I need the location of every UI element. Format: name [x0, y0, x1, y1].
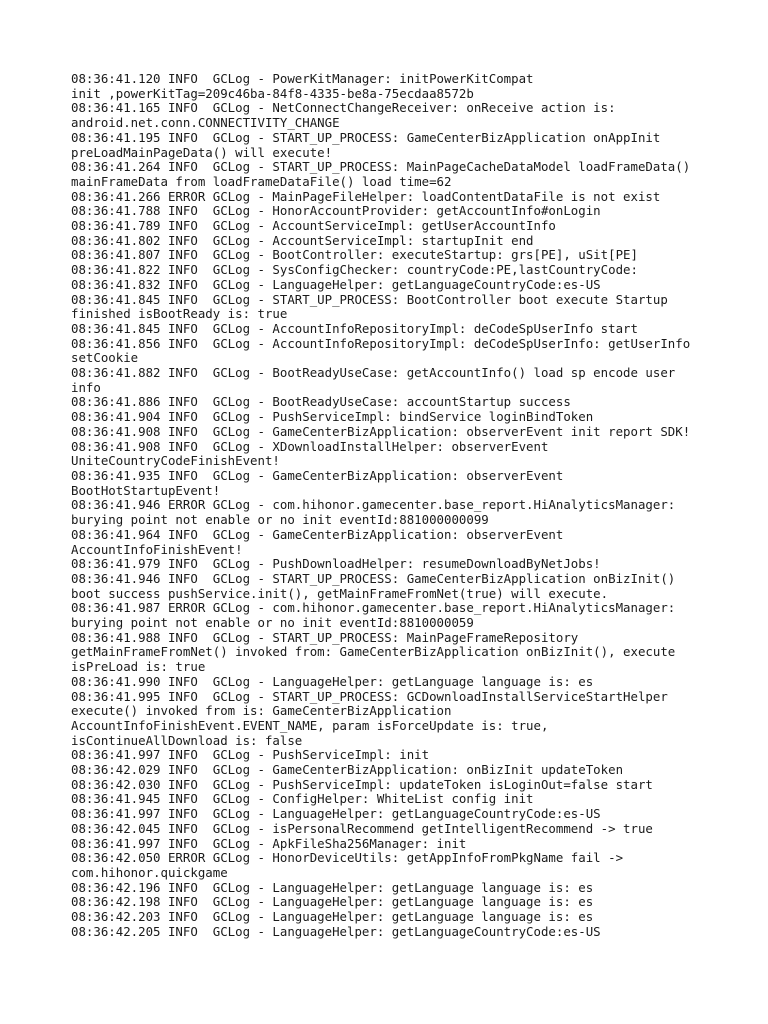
- log-line: 08:36:41.997 INFO GCLog - ApkFileSha256Manager: init: [71, 835, 467, 851]
- log-line: 08:36:41.886 INFO GCLog - BootReadyUseCase: accountStartup success: [71, 394, 571, 410]
- log-line: 08:36:41.120 INFO GCLog - PowerKitManager: initPowerKitCompat init ,powerKitTag=209c46ba-84f8-4335-be8a-75ecdaa8572b: [71, 71, 534, 101]
- log-line: 08:36:42.045 INFO GCLog - isPersonalRecommend getIntelligentRecommend -> true: [71, 820, 653, 836]
- log-line: 08:36:42.196 INFO GCLog - LanguageHelper: getLanguage language is: es: [71, 879, 594, 895]
- log-line: 08:36:41.802 INFO GCLog - AccountServiceImpl: startupInit end: [71, 232, 534, 248]
- log-line: 08:36:41.856 INFO GCLog - AccountInfoRepositoryImpl: deCodeSpUserInfo: getUserInfo setCookie: [71, 335, 691, 366]
- log-line: 08:36:42.029 INFO GCLog - GameCenterBizApplication: onBizInit updateToken: [71, 762, 624, 778]
- log-line: 08:36:42.203 INFO GCLog - LanguageHelper: getLanguage language is: es: [71, 909, 594, 925]
- log-line: 08:36:41.964 INFO GCLog - GameCenterBizApplication: observerEvent AccountInfoFinishEvent!: [71, 526, 564, 557]
- log-text: [71, 72, 731, 939]
- log-line: 08:36:41.807 INFO GCLog - BootController: executeStartup: grs[PE], uSit[PE]: [71, 247, 638, 263]
- log-line: 08:36:41.832 INFO GCLog - LanguageHelper: getLanguageCountryCode:es-US: [71, 276, 601, 292]
- log-line: 08:36:41.946 ERROR GCLog - com.hihonor.gamecenter.base_report.HiAnalyticsManager: burying point not enable or no init eventId:881000000099: [71, 497, 676, 528]
- log-line: 08:36:41.997 INFO GCLog - LanguageHelper: getLanguageCountryCode:es-US: [71, 806, 601, 822]
- log-line: 08:36:42.050 ERROR GCLog - HonorDeviceUtils: getAppInfoFromPkgName fail -> com.hihonor.quickgame: [71, 850, 624, 880]
- log-line: 08:36:41.979 INFO GCLog - PushDownloadHelper: resumeDownloadByNetJobs!: [71, 556, 601, 572]
- log-line: 08:36:41.908 INFO GCLog - XDownloadInstallHelper: observerEvent UniteCountryCodeFinishEvent!: [71, 438, 549, 469]
- log-line: 08:36:41.945 INFO GCLog - ConfigHelper: WhiteList config init: [71, 791, 534, 807]
- log-line: 08:36:41.789 INFO GCLog - AccountServiceImpl: getUserAccountInfo: [71, 218, 556, 234]
- log-line: 08:36:41.987 ERROR GCLog - com.hihonor.gamecenter.base_report.HiAnalyticsManager: burying point not enable or no init eventId:8810000059: [71, 600, 676, 631]
- log-line: 08:36:41.266 ERROR GCLog - MainPageFileHelper: loadContentDataFile is not exist: [71, 188, 661, 204]
- log-line: 08:36:41.997 INFO GCLog - PushServiceImpl: init: [71, 747, 430, 763]
- log-line: 08:36:41.845 INFO GCLog - START_UP_PROCESS: BootController boot execute Startup finished isBootReady is: true: [71, 291, 668, 322]
- log-line: 08:36:41.165 INFO GCLog - NetConnectChangeReceiver: onReceive action is: android.net.conn.CONNECTIVITY_CHANGE: [71, 100, 616, 131]
- log-line: 08:36:41.264 INFO GCLog - START_UP_PROCESS: MainPageCacheDataModel loadFrameData() mainFrameData from loadFrameDataFile() load time=62: [71, 159, 691, 189]
- log-line: 08:36:41.988 INFO GCLog - START_UP_PROCESS: MainPageFrameRepository getMainFrameFromNet() invoked from: GameCenterBizApplication onBizInit(), execute isPreLoad is: true: [71, 629, 676, 675]
- log-line: 08:36:41.904 INFO GCLog - PushServiceImpl: bindService loginBindToken: [71, 409, 594, 425]
- log-line: 08:36:41.882 INFO GCLog - BootReadyUseCase: getAccountInfo() load sp encode user info: [71, 365, 676, 395]
- log-line: 08:36:42.198 INFO GCLog - LanguageHelper: getLanguage language is: es: [71, 894, 594, 910]
- log-line: 08:36:41.946 INFO GCLog - START_UP_PROCESS: GameCenterBizApplication onBizInit() boot success pushService.init(), getMainFrameFromNet(true) will execute.: [71, 570, 676, 601]
- log-line: 08:36:41.195 INFO GCLog - START_UP_PROCESS: GameCenterBizApplication onAppInit preLoadMainPageData() will execute!: [71, 129, 661, 160]
- log-line: 08:36:41.995 INFO GCLog - START_UP_PROCESS: GCDownloadInstallServiceStartHelper execute() invoked from is: GameCenterBizApplication AccountInfoFinishEvent.EVENT_NAME, param isForceUpdate is: true, isContinueAllDownload is: false: [71, 688, 668, 748]
- log-line: 08:36:41.788 INFO GCLog - HonorAccountProvider: getAccountInfo#onLogin: [71, 203, 601, 219]
- log-line: 08:36:41.990 INFO GCLog - LanguageHelper: getLanguage language is: es: [71, 673, 594, 689]
- log-line: 08:36:42.030 INFO GCLog - PushServiceImpl: updateToken isLoginOut=false start: [71, 776, 653, 792]
- log-line: 08:36:41.908 INFO GCLog - GameCenterBizApplication: observerEvent init report SDK!: [71, 423, 691, 439]
- log-line: 08:36:41.845 INFO GCLog - AccountInfoRepositoryImpl: deCodeSpUserInfo start: [71, 320, 638, 336]
- log-line: 08:36:41.822 INFO GCLog - SysConfigChecker: countryCode:PE,lastCountryCode:: [71, 262, 638, 278]
- log-line: 08:36:41.935 INFO GCLog - GameCenterBizApplication: observerEvent BootHotStartupEvent!: [71, 467, 564, 498]
- log-line: 08:36:42.205 INFO GCLog - LanguageHelper: getLanguageCountryCode:es-US: [71, 923, 601, 939]
